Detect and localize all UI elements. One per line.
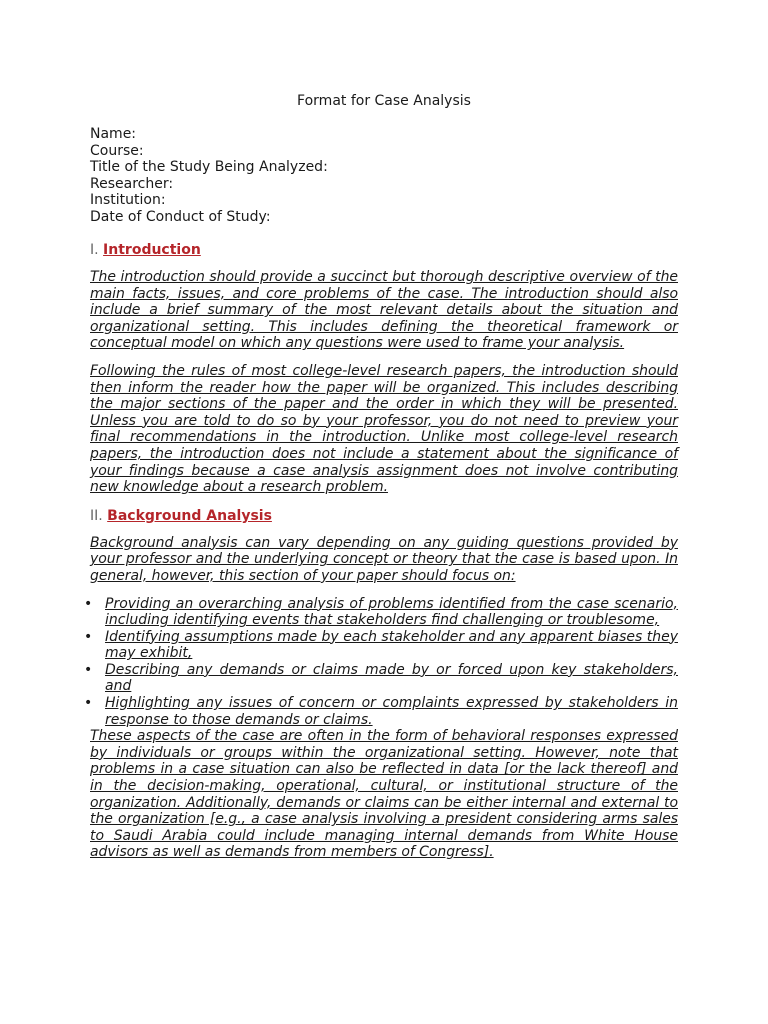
meta-fields (90, 126, 678, 225)
list-item (84, 661, 678, 695)
list-item-text: Describing any demands or claims made by or forced upon key stakeholders, and (105, 661, 678, 695)
meta-date: Date of Conduct of Study: (90, 208, 271, 225)
section-number: II. (90, 507, 103, 524)
bullet-icon: • (84, 628, 93, 645)
bullet-icon: • (84, 595, 93, 612)
section-title: Background Analysis (107, 507, 272, 524)
background-bullet-list (84, 595, 678, 729)
intro-paragraph-1: The introduction should provide a succinct but thorough descriptive overview of the main facts, issues, and core problems of the case. The introduction should also include a brief summary of the most relevant details about the situation and organizational setting. This includes defining the theoretical framework or conceptual model on which any questions were used to frame your analysis. (90, 269, 678, 352)
list-item-text: Highlighting any issues of concern or complaints expressed by stakeholders in response to those demands or claims. (105, 695, 678, 728)
bullet-icon: • (84, 695, 93, 712)
section-heading-background (90, 507, 678, 525)
section-title: Introduction (103, 242, 201, 258)
list-item-text: Identifying assumptions made by each stakeholder and any apparent biases they may exhibit, (105, 628, 678, 662)
list-item-text: Providing an overarching analysis of problems identified from the case scenario, including identifying events that stakeholders find challenging or troublesome, (105, 595, 678, 629)
meta-course: Course: (90, 142, 144, 159)
meta-researcher: Researcher: (90, 175, 174, 192)
document-title: Format for Case Analysis (297, 93, 471, 109)
meta-study-title: Title of the Study Being Analyzed: (90, 159, 328, 175)
background-closing-paragraph: These aspects of the case are often in the form of behavioral responses expressed by individuals or groups within the organizational setting. However, note that problems in a case situation can also be reflected in data [or the lack thereof] and in the decision-making, operational, cultural, or institutional structure of the organization. Additionally, demands or claims can be either internal and external to the organization [e.g., a case analysis involving a president considering arms sales to Saudi Arabia could include managing internal demands from White House advisors as well as demands from members of Congress]. (90, 728, 678, 861)
list-item (84, 595, 678, 629)
section-heading-introduction (90, 241, 678, 259)
meta-name: Name: (90, 126, 137, 142)
bullet-icon: • (84, 661, 93, 678)
meta-institution: Institution: (90, 192, 166, 208)
list-item (84, 628, 678, 662)
list-item (84, 695, 678, 728)
document-page (84, 92, 678, 872)
section-number: I. (90, 242, 99, 258)
background-intro-paragraph: Background analysis can vary depending on any guiding questions provided by your professor and the underlying concept or theory that the case is based upon. In general, however, this section of your paper should focus on: (90, 534, 678, 584)
intro-paragraph-2: Following the rules of most college-level research papers, the introduction should then inform the reader how the paper will be organized. This includes describing the major sections of the paper and the order in which they will be presented. Unless you are told to do so by your professor, you do not need to preview your final recommendations in the introduction. Unlike most college-level research papers, the introduction does not include a statement about the significance of your findings because a case analysis assignment does not involve contributing new knowledge about a research problem. (90, 362, 678, 496)
